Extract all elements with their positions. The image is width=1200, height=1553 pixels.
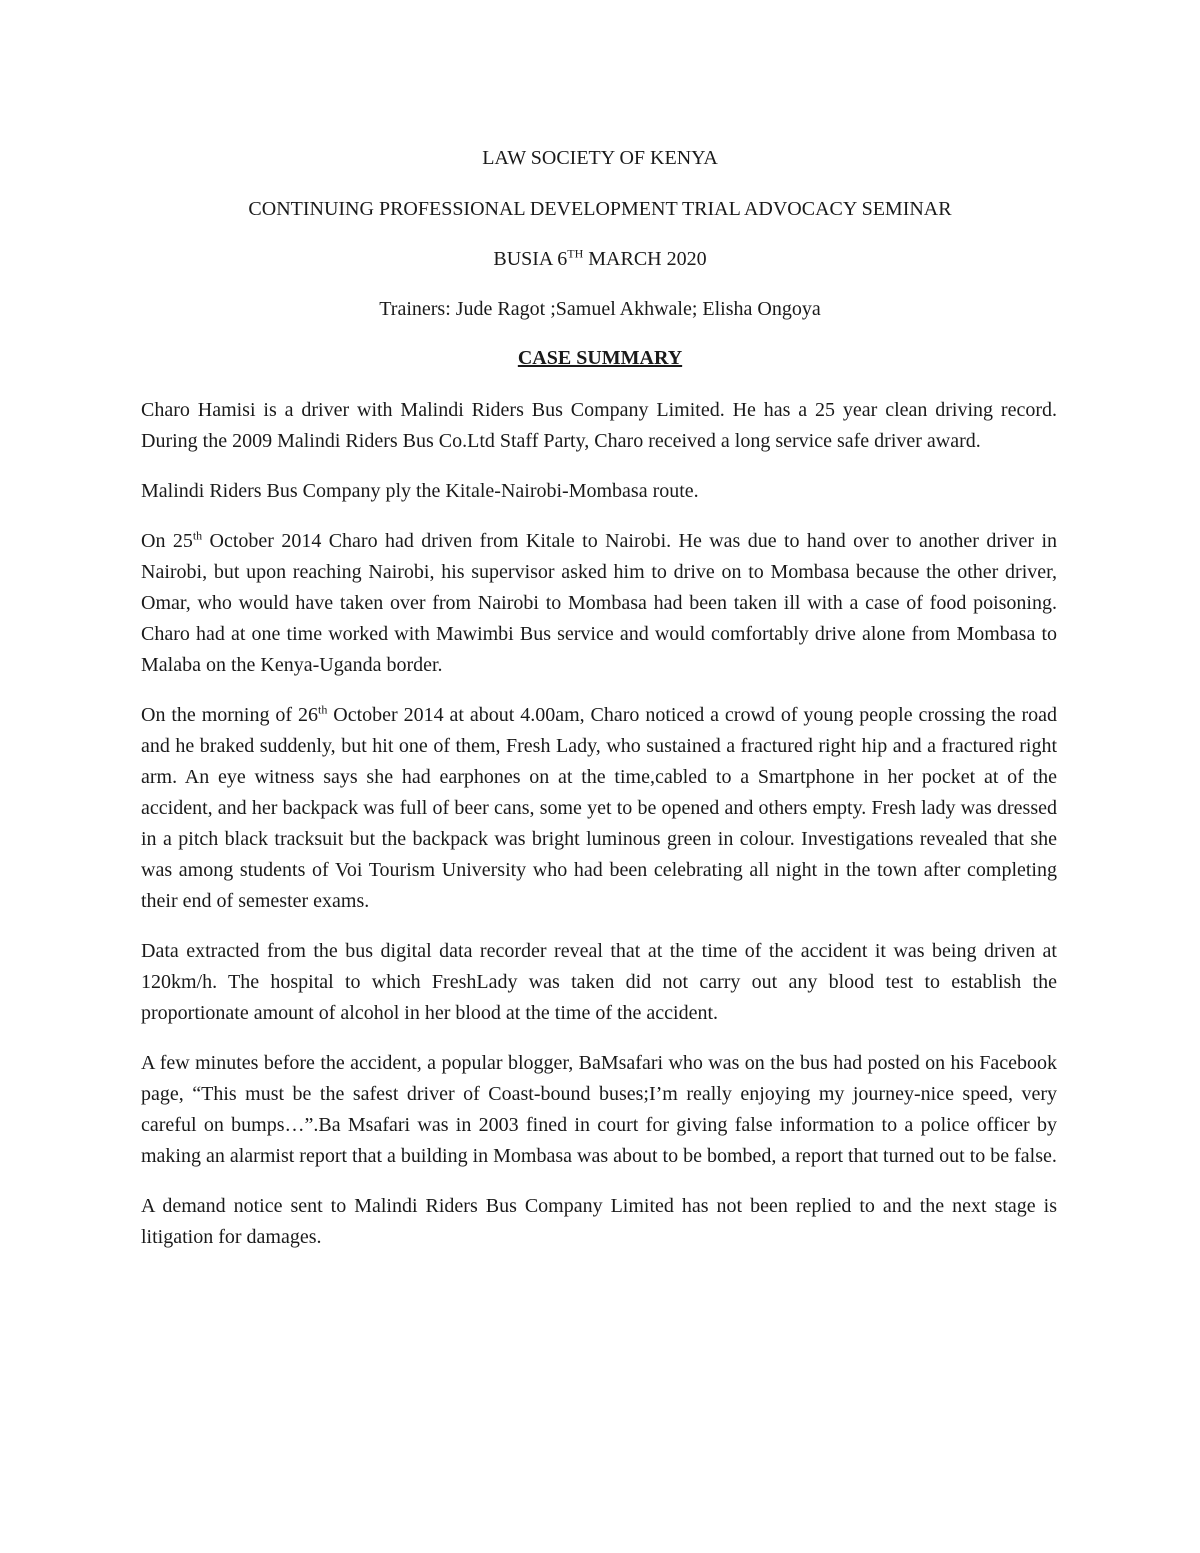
paragraph-7: A demand notice sent to Malindi Riders Bus Company Limited has not been replied to and the next stage is litigation for damages.: [141, 1195, 1057, 1248]
date-heading: [0, 246, 1200, 272]
paragraph-2: Malindi Riders Bus Company ply the Kitale-Nairobi-Mombasa route.: [141, 480, 699, 502]
organization-heading: LAW SOCIETY OF KENYA: [482, 147, 718, 169]
paragraph-4: [141, 700, 1057, 917]
paragraph-3-rest: October 2014 Charo had driven from Kitale to Nairobi. He was due to hand over to another driver in Nairobi, but upon reaching Nairobi, his supervisor asked him to drive on to Mombasa because the other driver, Omar, who would have taken over from Nairobi to Mombasa had been taken ill with a case of food poisoning. Charo had at one time worked with Mawimbi Bus service and would comfortably drive alone from Mombasa to Malaba on the Kenya-Uganda border.: [141, 530, 1058, 676]
paragraph-4-superscript: th: [317, 702, 328, 717]
case-summary-title: CASE SUMMARY: [517, 347, 683, 369]
paragraph-4-start: On the morning of 26: [141, 704, 318, 726]
paragraph-1: Charo Hamisi is a driver with Malindi Riders Bus Company Limited. He has a 25 year clean driving record. During the 2009 Malindi Riders Bus Co.Ltd Staff Party, Charo received a long service safe driver award.: [141, 399, 1057, 452]
trainers-line: Trainers: Jude Ragot ;Samuel Akhwale; Elisha Ongoya: [379, 298, 821, 320]
case-summary-body: [141, 395, 1057, 1272]
event-heading: CONTINUING PROFESSIONAL DEVELOPMENT TRIAL ADVOCACY SEMINAR: [248, 198, 952, 220]
paragraph-4-rest: October 2014 at about 4.00am, Charo noticed a crowd of young people crossing the road and he braked suddenly, but hit one of them, Fresh Lady, who sustained a fractured right hip and a fractured right arm. An eye witness says she had earphones on at the time,cabled to a Smartphone in her pocket at of the accident, and her backpack was full of beer cans, some yet to be opened and others empty. Fresh lady was dressed in a pitch black tracksuit but the backpack was bright luminous green in colour. Investigations revealed that she was among students of Voi Tourism University who had been celebrating all night in the town after completing their end of semester exams.: [141, 704, 1058, 912]
paragraph-5: Data extracted from the bus digital data recorder reveal that at the time of the accident it was being driven at 120km/h. The hospital to which FreshLady was taken did not carry out any blood test to establish the proportionate amount of alcohol in her blood at the time of the accident.: [141, 940, 1057, 1024]
paragraph-3: [141, 526, 1057, 681]
date-superscript: TH: [567, 246, 584, 261]
date-suffix: MARCH 2020: [583, 248, 707, 270]
date-prefix: BUSIA 6: [493, 248, 568, 270]
paragraph-3-superscript: th: [192, 528, 203, 543]
paragraph-3-start: On 25: [141, 530, 193, 552]
paragraph-6: A few minutes before the accident, a popular blogger, BaMsafari who was on the bus had posted on his Facebook page, “This must be the safest driver of Coast-bound buses;I’m really enjoying my journey-nice speed, very careful on bumps…”.Ba Msafari was in 2003 fined in court for giving false information to a police officer by making an alarmist report that a building in Mombasa was about to be bombed, a report that turned out to be false.: [141, 1052, 1057, 1167]
